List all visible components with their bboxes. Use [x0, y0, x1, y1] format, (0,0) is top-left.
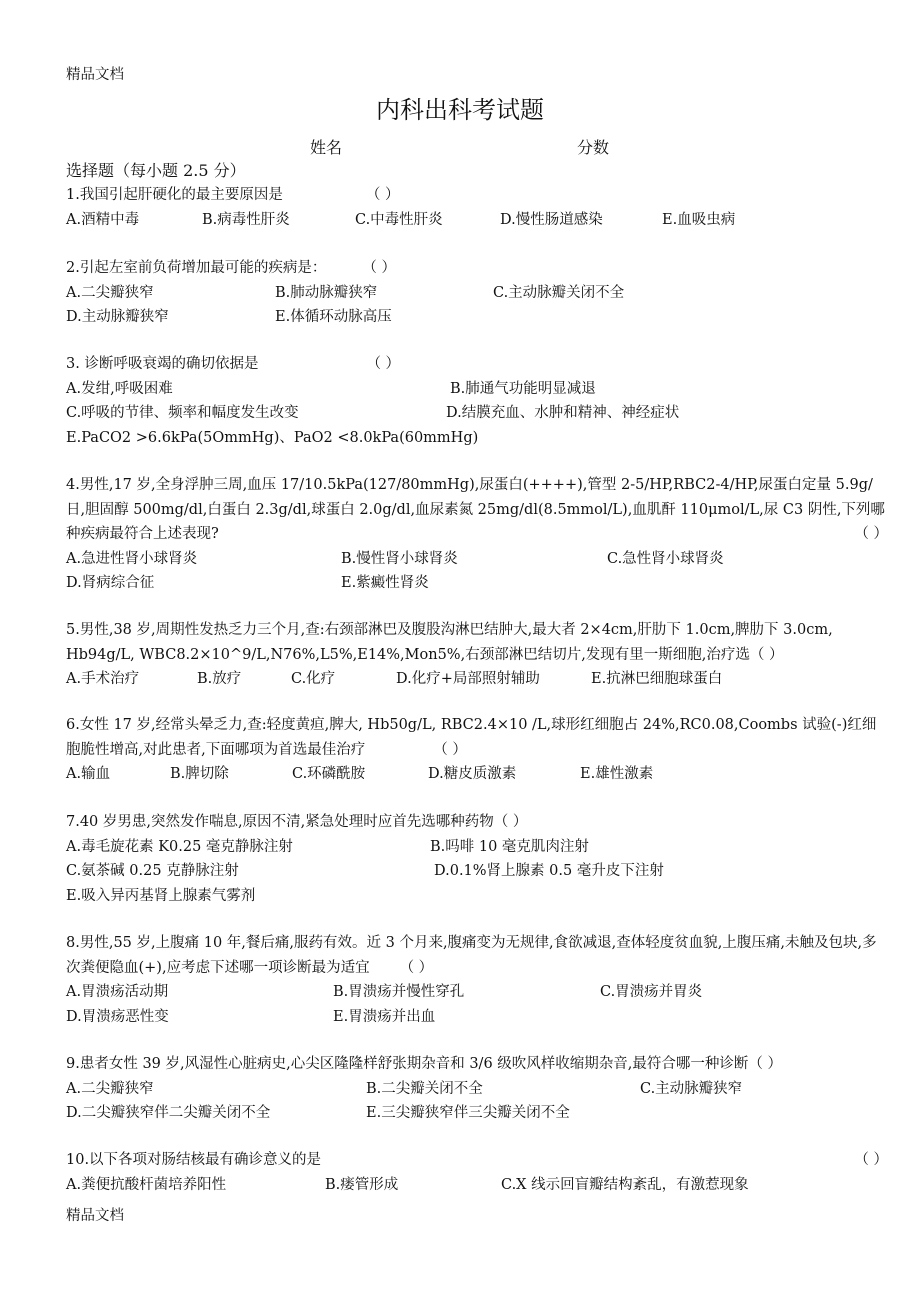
answer-blank: （ ）	[399, 959, 434, 976]
option-d: D.二尖瓣狭窄伴二尖瓣关闭不全	[66, 1105, 271, 1121]
options-row	[66, 1077, 888, 1102]
question-stem	[66, 713, 888, 762]
option-d: D.化疗+局部照射辅助	[396, 671, 540, 687]
name-label: 姓名	[310, 138, 343, 157]
option-d: D.慢性肠道感染	[500, 211, 603, 228]
stem-text: 9.患者女性 39 岁,风湿性心脏病史,心尖区隆隆样舒张期杂音和 3/6 级吹风样收缩期杂音,最符合哪一种诊断（ ）	[66, 1056, 782, 1072]
options-row	[66, 835, 888, 860]
options-row	[66, 377, 888, 402]
stem-text: 10.以下各项对肠结核最有确诊意义的是	[66, 1152, 322, 1168]
option-c: C.氨茶碱 0.25 克静脉注射	[66, 863, 239, 879]
options-row	[66, 305, 888, 330]
option-b: B.病毒性肝炎	[202, 211, 290, 228]
option-c: C.化疗	[291, 671, 336, 687]
options-row	[66, 426, 888, 451]
question-stem	[66, 1148, 888, 1173]
options-row	[66, 281, 888, 306]
question-stem	[66, 618, 888, 667]
question-stem	[66, 810, 888, 835]
option-b: B.胃溃疡并慢性穿孔	[333, 984, 465, 1000]
option-a: A.手术治疗	[66, 671, 140, 687]
options-row	[66, 401, 888, 426]
answer-blank: （ ）	[366, 356, 401, 372]
option-e: E.抗淋巴细胞球蛋白	[591, 671, 723, 687]
options-row	[66, 762, 888, 787]
question-stem	[66, 473, 888, 547]
question-stem	[66, 256, 888, 281]
question-10	[66, 1148, 888, 1197]
stem-text: 8.男性,55 岁,上腹痛 10 年,餐后痛,服药有效。近 3 个月来,腹痛变为无规律,食欲减退,查体轻度贫血貌,上腹压痛,未触及包块,多次粪便隐血(+),应考虑下述哪一项诊断最为适宜	[66, 935, 877, 976]
stem-text: 1.我国引起肝硬化的最主要原因是	[66, 187, 283, 203]
answer-blank: （ ）	[433, 741, 467, 758]
option-b: B.肺动脉瓣狭窄	[275, 284, 378, 301]
stem-text: 3. 诊断呼吸衰竭的确切依据是	[66, 356, 259, 372]
section-heading: 选择题（每小题 2.5 分）	[66, 161, 246, 180]
page-title: 内科出科考试题	[376, 96, 544, 124]
option-a: A.二尖瓣狭窄	[66, 1080, 154, 1097]
question-stem	[66, 1052, 888, 1077]
answer-blank: （ ）	[365, 187, 400, 203]
question-stem	[66, 352, 888, 377]
header-watermark-text: 精品文档	[66, 67, 124, 83]
option-a: A.酒精中毒	[66, 211, 140, 228]
options-row	[66, 1173, 888, 1198]
option-e: E.紫癜性肾炎	[341, 575, 429, 591]
option-b: B.吗啡 10 毫克肌肉注射	[430, 838, 589, 855]
option-a: A.胃溃疡活动期	[66, 984, 169, 1000]
stem-text: 2.引起左室前负荷增加最可能的疾病是：	[66, 260, 327, 276]
option-d: D.胃溃疡恶性变	[66, 1008, 169, 1025]
stem-text: 6.女性 17 岁,经常头晕乏力,查:轻度黄疸,脾大, Hb50g/L, RBC2.4×10 /L,球形红细胞占 24%,RC0.08,Coombs 试验(-)红细胞脆性增高,对此患者,下面哪项为首选最佳治疗	[66, 717, 877, 758]
option-a: A.急进性肾小球肾炎	[66, 550, 198, 567]
question-4	[66, 473, 888, 596]
question-3	[66, 352, 888, 450]
question-stem	[66, 931, 888, 980]
stem-text: 4.男性,17 岁,全身浮肿三周,血压 17/10.5kPa(127/80mmHg),尿蛋白(++++),管型 2-5/HP,RBC2-4/HP,尿蛋白定量 5.9g/日,胆固醇 500mg/dl,白蛋白 2.3g/dl,球蛋白 2.0g/dl,血尿素氮 25mg/dl(8.5mmol/L),血肌酐 110μmol/L,尿 C3 阴性,下列哪种疾病最符合上述表现?	[66, 477, 885, 542]
option-b: B.放疗	[197, 671, 242, 687]
option-a: A.发绀,呼吸困难	[66, 380, 173, 397]
question-2	[66, 256, 888, 330]
option-c: C.环磷酰胺	[292, 766, 366, 782]
option-b: B.慢性肾小球肾炎	[341, 550, 458, 567]
option-e: E.三尖瓣狭窄伴三尖瓣关闭不全	[366, 1105, 570, 1121]
option-e: E.雄性激素	[580, 766, 654, 782]
option-a: A.二尖瓣狭窄	[66, 284, 154, 301]
option-a: A.输血	[66, 766, 111, 782]
question-stem	[66, 183, 888, 208]
options-row	[66, 547, 888, 572]
option-c: C.主动脉瓣关闭不全	[493, 284, 625, 301]
options-row	[66, 1101, 888, 1126]
options-row	[66, 859, 888, 884]
option-d: D.肾病综合征	[66, 575, 155, 591]
score-label: 分数	[577, 138, 610, 157]
question-5	[66, 618, 888, 692]
option-e: E.血吸虫病	[662, 211, 736, 228]
question-6	[66, 713, 888, 787]
footer-watermark-text: 精品文档	[66, 1208, 124, 1224]
option-c: C.急性肾小球肾炎	[607, 550, 724, 567]
question-8	[66, 931, 888, 1029]
stem-text: 5.男性,38 岁,周期性发热乏力三个月,查:右颈部淋巴及腹股沟淋巴结肿大,最大者 2×4cm,肝肋下 1.0cm,脾肋下 3.0cm, Hb94g/L, WBC8.2×10^9/L,N76%,L5%,E14%,Mon5%,右颈部淋巴结切片,发现有里一斯细胞,治疗选（ ）	[66, 622, 833, 663]
option-d: D.0.1%肾上腺素 0.5 毫升皮下注射	[434, 863, 664, 879]
option-a: A.粪便抗酸杆菌培养阳性	[66, 1176, 227, 1193]
option-c: C.主动脉瓣狭窄	[640, 1080, 743, 1097]
options-row	[66, 667, 888, 692]
option-c: C.X 线示回盲瓣结构紊乱，有激惹现象	[501, 1176, 749, 1193]
option-d: D.主动脉瓣狭窄	[66, 309, 169, 325]
question-1	[66, 183, 888, 232]
option-c: C.胃溃疡并胃炎	[600, 984, 703, 1000]
options-row	[66, 1005, 888, 1030]
option-e: E.体循环动脉高压	[275, 309, 392, 325]
stem-text: 7.40 岁男患,突然发作喘息,原因不清,紧急处理时应首先选哪种药物（ ）	[66, 814, 528, 830]
question-7	[66, 810, 888, 908]
answer-blank: （ ）	[854, 526, 888, 542]
option-c: C.呼吸的节律、频率和幅度发生改变	[66, 405, 299, 421]
answer-blank: （ ）	[854, 1152, 888, 1168]
answer-blank: （ ）	[362, 260, 396, 276]
option-e: E.胃溃疡并出血	[333, 1008, 436, 1025]
option-e: E.吸入异丙基肾上腺素气雾剂	[66, 887, 256, 904]
options-row	[66, 208, 888, 233]
options-row	[66, 571, 888, 596]
option-b: B.脾切除	[170, 766, 229, 782]
options-row	[66, 980, 888, 1005]
option-b: B.肺通气功能明显减退	[450, 380, 596, 397]
question-9	[66, 1052, 888, 1126]
option-e: E.PaCO2 >6.6kPa(5OmmHg)、PaO2 <8.0kPa(60mmHg)	[66, 429, 479, 446]
options-row	[66, 884, 888, 909]
option-b: B.二尖瓣关闭不全	[366, 1080, 483, 1097]
option-d: D.结膜充血、水肿和精神、神经症状	[446, 405, 680, 421]
option-c: C.中毒性肝炎	[355, 211, 443, 228]
option-d: D.糖皮质激素	[428, 766, 517, 782]
option-a: A.毒毛旋花素 K0.25 毫克静脉注射	[66, 838, 293, 855]
option-b: B.瘘管形成	[325, 1176, 399, 1193]
